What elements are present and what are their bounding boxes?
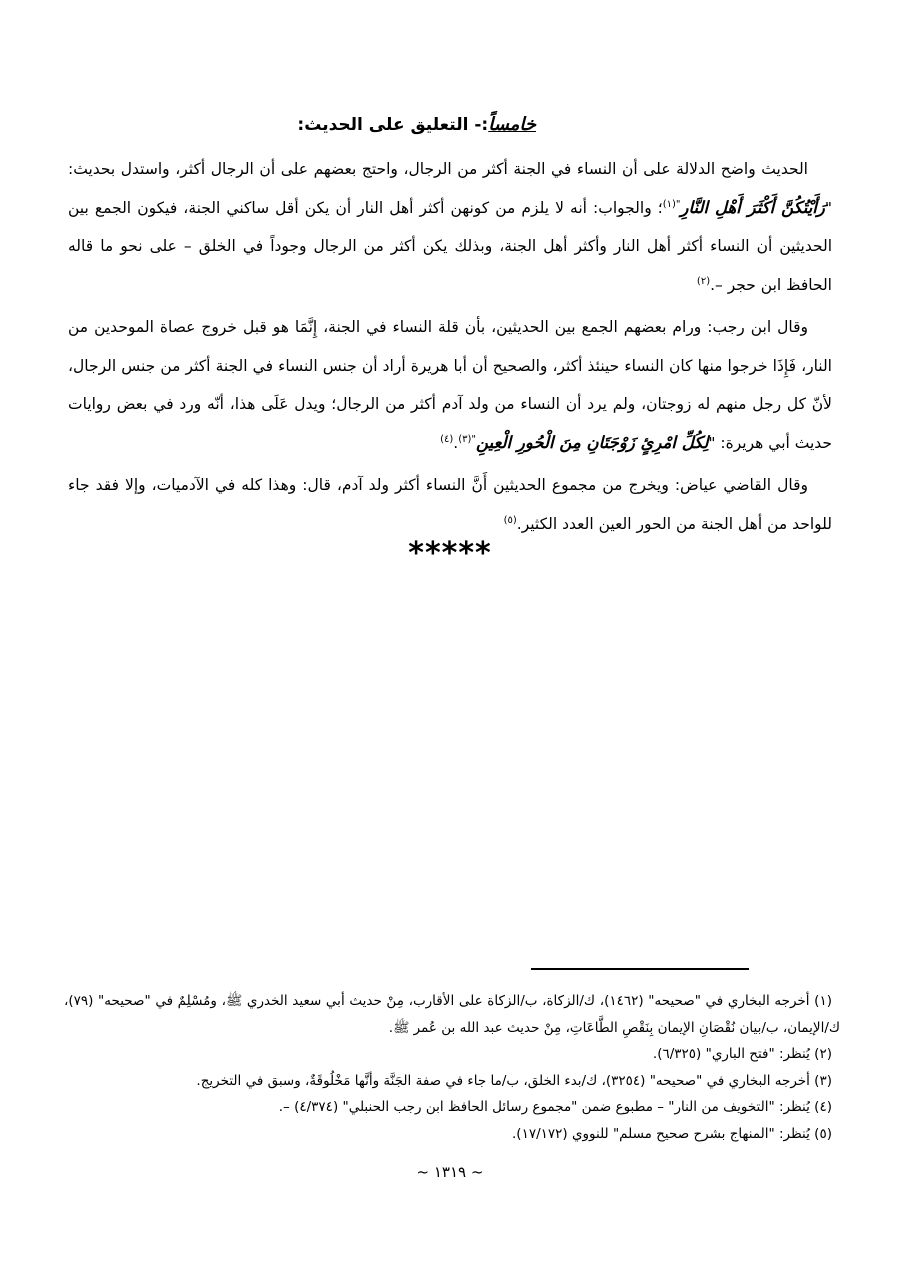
footnote-ref-1: "(١) — [662, 198, 681, 210]
footnotes — [64, 988, 840, 1147]
heading-lead: خامساً — [488, 114, 536, 135]
footnote-ref-5: (٥) — [503, 514, 517, 526]
page-number: ~ ١٣١٩ ~ — [416, 1163, 484, 1181]
body-text — [68, 150, 832, 547]
hadith-quote-2: لِكُلِّ امْرِئٍ زَوْجَتَانِ مِنَ الْحُورِ الْعِينِ — [476, 432, 709, 452]
footnote-2: (٢) يُنظر: "فتح الباري" (٦/٣٢٥). — [652, 1046, 832, 1062]
hadith-quote-1: رَأَيْتُكُنَّ أَكْثَرَ أَهْلِ النَّارِ — [680, 197, 825, 217]
paragraph-2-text-a: وقال ابن رجب: ورام بعضهم الجمع بين الحديثين، بأن قلة النساء في الجنة، إِنَّمَا هو قبل خروج عصاة الموحدين من النار، فَإِذَا خرجوا منها كان النساء حينئذ أكثر، والصحيح أن أبا هريرة أراد أن جنس النساء في الجنة أكثر من جنس الرجال، لأنّ كل رجل منهم له زوجتان، ولم يرد أن النساء من ولد آدم أكثر من الرجال؛ ويدل عَلَى هذا، أنّه ورد في بعض روايات حديث أبي هريرة: " — [68, 318, 832, 452]
footnote-rule — [531, 968, 749, 970]
footnote-ref-4: (٤) — [440, 433, 454, 445]
section-heading — [297, 114, 536, 135]
paragraph-2 — [68, 308, 832, 462]
footnote-5: (٥) يُنظر: "المنهاج بشرح صحيح مسلم" للنووي (١٧/١٧٢). — [512, 1125, 832, 1142]
footnote-4: (٤) يُنظر: "التخويف من النار" – مطبوع ضمن "مجموع رسائل الحافظ ابن رجب الحنبلي" (٤/٣٧٤) –. — [278, 1099, 832, 1115]
paragraph-3 — [68, 466, 832, 543]
heading-rest: :- التعليق على الحديث: — [297, 115, 489, 135]
footnote-ref-3: "(٣) — [458, 433, 477, 445]
footnote-1: (١) أخرجه البخاري في "صحيحه" (١٤٦٢)، ك/الزكاة، ب/الزكاة على الأقارب، مِنْ حديث أبي سعيد الخدري ﷺ، ومُسْلِمٌ في "صحيحه" (٧٩)، ك/الإيمان، ب/بيان نُقْصَانِ الإيمان بِنَقْصِ الطَّاعَاتِ، مِنْ حديث عبد الله بن عُمر ﷺ. — [64, 993, 840, 1036]
footnote-3: (٣) أخرجه البخاري في "صحيحه" (٣٢٥٤)، ك/بدء الخلق، ب/ما جاء في صفة الجَنَّة وأنَّها مَخْلُوقَةٌ، وسبق في التخريج. — [196, 1072, 832, 1089]
paragraph-1-text-b: ؛ والجواب: أنه لا يلزم من كونهن أكثر أهل النار أن يكن أقل ساكني الجنة، فيكون الجمع بين الحديثين أن النساء أكثر أهل النار وأكثر أهل الجنة، وبذلك يكن أكثر من الرجال وجوداً في الخلق – على نحو ما قاله الحافظ ابن حجر –. — [68, 198, 832, 294]
section-separator: ***** — [408, 536, 492, 571]
footnote-ref-2: (٢) — [696, 275, 711, 287]
paragraph-3-text-a: وقال القاضي عياض: ويخرج من مجموع الحديثين أَنَّ النساء أكثر ولد آدم، قال: وهذا كله في الآدميات، وإلا فقد جاء للواحد من أهل الجنة من الحور العين العدد الكثير. — [68, 476, 832, 533]
paragraph-1 — [68, 150, 832, 304]
paragraph-1-text-a: الحديث واضح الدلالة على أن النساء في الجنة أكثر من الرجال، واحتج بعضهم على أن الرجال أكثر، واستدل بحديث: " — [68, 160, 833, 217]
paragraph-2-text-b: . — [453, 433, 459, 452]
